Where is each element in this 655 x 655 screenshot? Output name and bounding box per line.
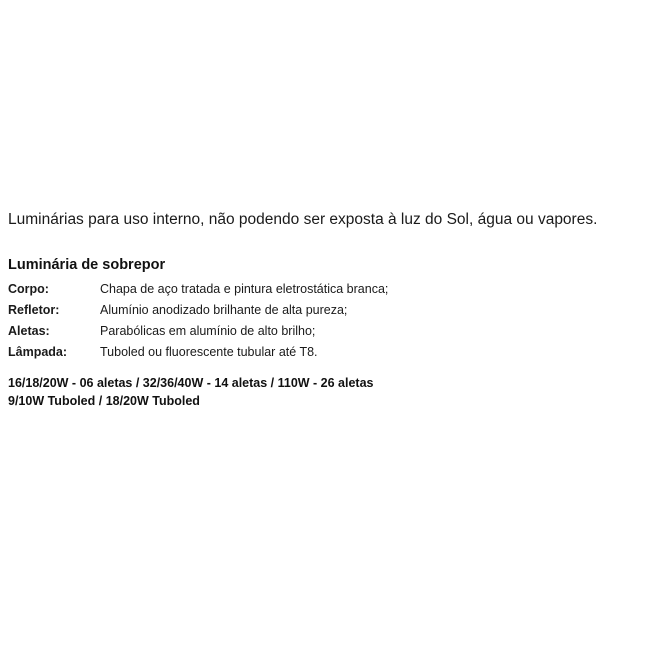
intro-paragraph: Luminárias para uso interno, não podendo ser exposta à luz do Sol, água ou vapores. [8,211,598,228]
spec-value-corpo: Chapa de aço tratada e pintura eletrostática branca; [100,281,389,296]
table-row [8,345,388,366]
spec-label-aletas: Aletas: [8,323,50,338]
spec-value-refletor: Alumínio anodizado brilhante de alta pureza; [100,302,348,317]
spec-value-aletas: Parabólicas em alumínio de alto brilho; [100,323,316,338]
spec-value-lampada: Tuboled ou fluorescente tubular até T8. [100,344,318,359]
specifications-table [8,282,388,366]
table-row [8,282,388,303]
footer-line-tuboled: 9/10W Tuboled / 18/20W Tuboled [8,394,200,409]
table-row [8,324,388,345]
spec-label-corpo: Corpo: [8,281,49,296]
spec-label-lampada: Lâmpada: [8,344,68,359]
spec-label-refletor: Refletor: [8,302,60,317]
section-title: Luminária de sobrepor [8,256,166,273]
table-row [8,303,388,324]
footer-line-aletas: 16/18/20W - 06 aletas / 32/36/40W - 14 aletas / 110W - 26 aletas [8,375,374,390]
document-content [8,210,653,410]
